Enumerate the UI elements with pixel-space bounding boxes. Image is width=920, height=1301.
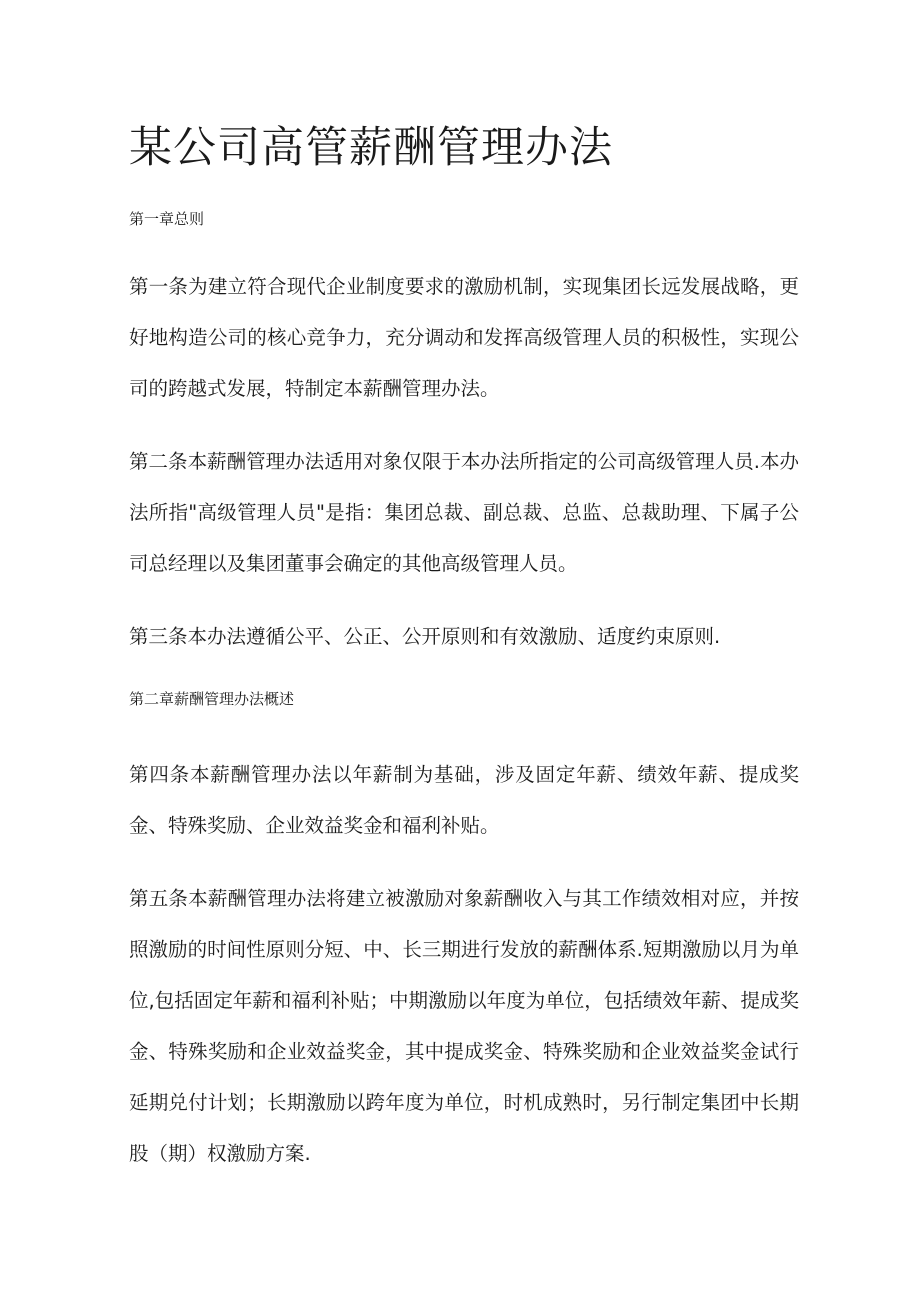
document-page bbox=[129, 118, 799, 1201]
chapter-heading-2: 第二章薪酬管理办法概述 bbox=[129, 690, 295, 708]
document-title: 某公司高管薪酬管理办法 bbox=[129, 123, 613, 173]
article-1: 第一条为建立符合现代企业制度要求的激励机制，实现集团长远发展战略，更好地构造公司的核心竞争力，充分调动和发挥高级管理人员的积极性，实现公司的跨越式发展，特制定本薪酬管理办法。 bbox=[129, 275, 799, 400]
article-5: 第五条本薪酬管理办法将建立被激励对象薪酬收入与其工作绩效相对应，并按照激励的时间性原则分短、中、长三期进行发放的薪酬体系.短期激励以月为单位,包括固定年薪和福利补贴；中期激励以年度为单位，包括绩效年薪、提成奖金、特殊奖励和企业效益奖金，其中提成奖金、特殊奖励和企业效益奖金试行延期兑付计划；长期激励以跨年度为单位，时机成熟时，另行制定集团中长期股（期）权激励方案. bbox=[129, 887, 799, 1165]
article-2: 第二条本薪酬管理办法适用对象仅限于本办法所指定的公司高级管理人员.本办法所指"高级管理人员"是指：集团总裁、副总裁、总监、总裁助理、下属子公司总经理以及集团董事会确定的其他高级管理人员。 bbox=[129, 450, 799, 575]
article-3: 第三条本办法遵循公平、公正、公开原则和有效激励、适度约束原则. bbox=[129, 625, 721, 648]
article-4: 第四条本薪酬管理办法以年薪制为基础，涉及固定年薪、绩效年薪、提成奖金、特殊奖励、企业效益奖金和福利补贴。 bbox=[129, 763, 799, 837]
chapter-heading-1: 第一章总则 bbox=[129, 210, 205, 228]
